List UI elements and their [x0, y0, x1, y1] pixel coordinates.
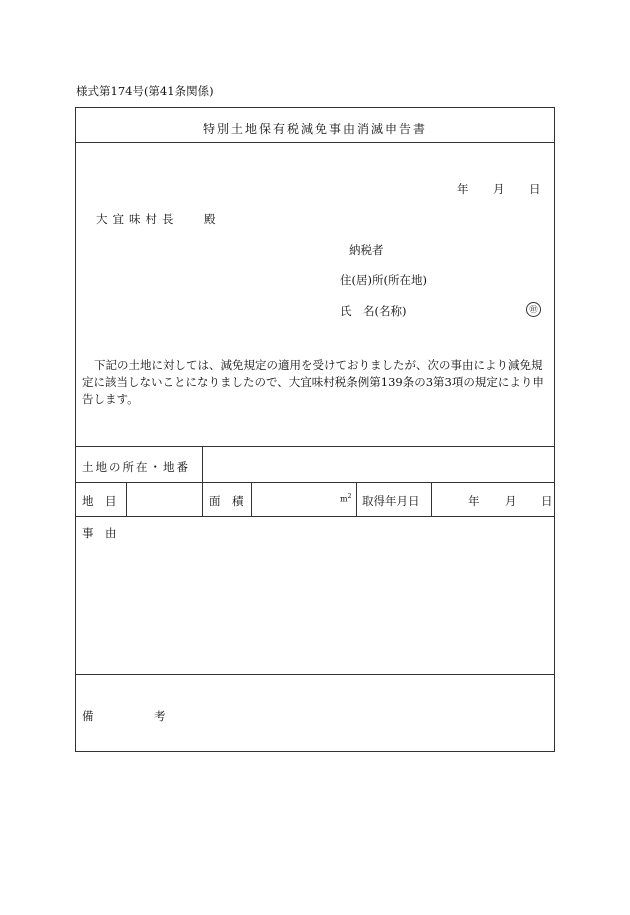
taxpayer-label: 納税者 — [349, 243, 384, 257]
location-field[interactable] — [211, 453, 541, 475]
date-day: 日 — [529, 182, 541, 196]
date-month: 月 — [493, 182, 505, 196]
area-unit-superscript: 2 — [347, 493, 352, 500]
acquisition-date-label: 取得年月日 — [362, 494, 420, 508]
remarks-label-2: 考 — [154, 709, 166, 723]
declaration-text: 下記の土地に対しては、減免規定の適用を受けておりましたが、次の事由により減免規定に該当しないことになりましたので、大宜味村税条例第139条の3第3項の規定により申告します。 — [82, 358, 544, 406]
seal-mark: ㊞ — [526, 302, 541, 317]
land-category-field[interactable] — [131, 487, 196, 509]
declaration-form — [75, 107, 555, 752]
divider — [76, 516, 554, 517]
divider — [126, 482, 127, 516]
area-unit — [340, 493, 351, 504]
area-label: 面 積 — [209, 494, 244, 508]
divider — [76, 482, 554, 483]
divider — [251, 482, 252, 516]
form-title: 特別土地保有税減免事由消滅申告書 — [202, 122, 427, 136]
divider — [431, 482, 432, 516]
addressee: 大宜味村長 — [96, 212, 179, 226]
date-year: 年 — [457, 182, 469, 196]
address-label: 住(居)所(所在地) — [340, 273, 427, 287]
area-unit-base: m — [340, 494, 348, 504]
divider — [76, 674, 554, 675]
divider — [202, 482, 203, 516]
location-label: 土地の所在・地番 — [82, 460, 190, 474]
acquisition-month: 月 — [505, 494, 517, 508]
acquisition-year: 年 — [468, 494, 480, 508]
honorific: 殿 — [204, 212, 216, 226]
reason-label: 事 由 — [82, 526, 117, 540]
area-field[interactable] — [256, 487, 336, 509]
land-category-label: 地 目 — [82, 494, 117, 508]
divider — [356, 482, 357, 516]
remarks-field[interactable] — [176, 683, 546, 743]
divider — [76, 446, 554, 447]
divider — [202, 446, 203, 482]
divider — [76, 142, 554, 143]
reason-field[interactable] — [126, 523, 546, 663]
remarks-label: 備 — [82, 709, 94, 723]
name-label: 氏 名(名称) — [340, 304, 407, 318]
acquisition-day: 日 — [541, 494, 553, 508]
form-number: 様式第174号(第41条関係) — [76, 84, 214, 98]
